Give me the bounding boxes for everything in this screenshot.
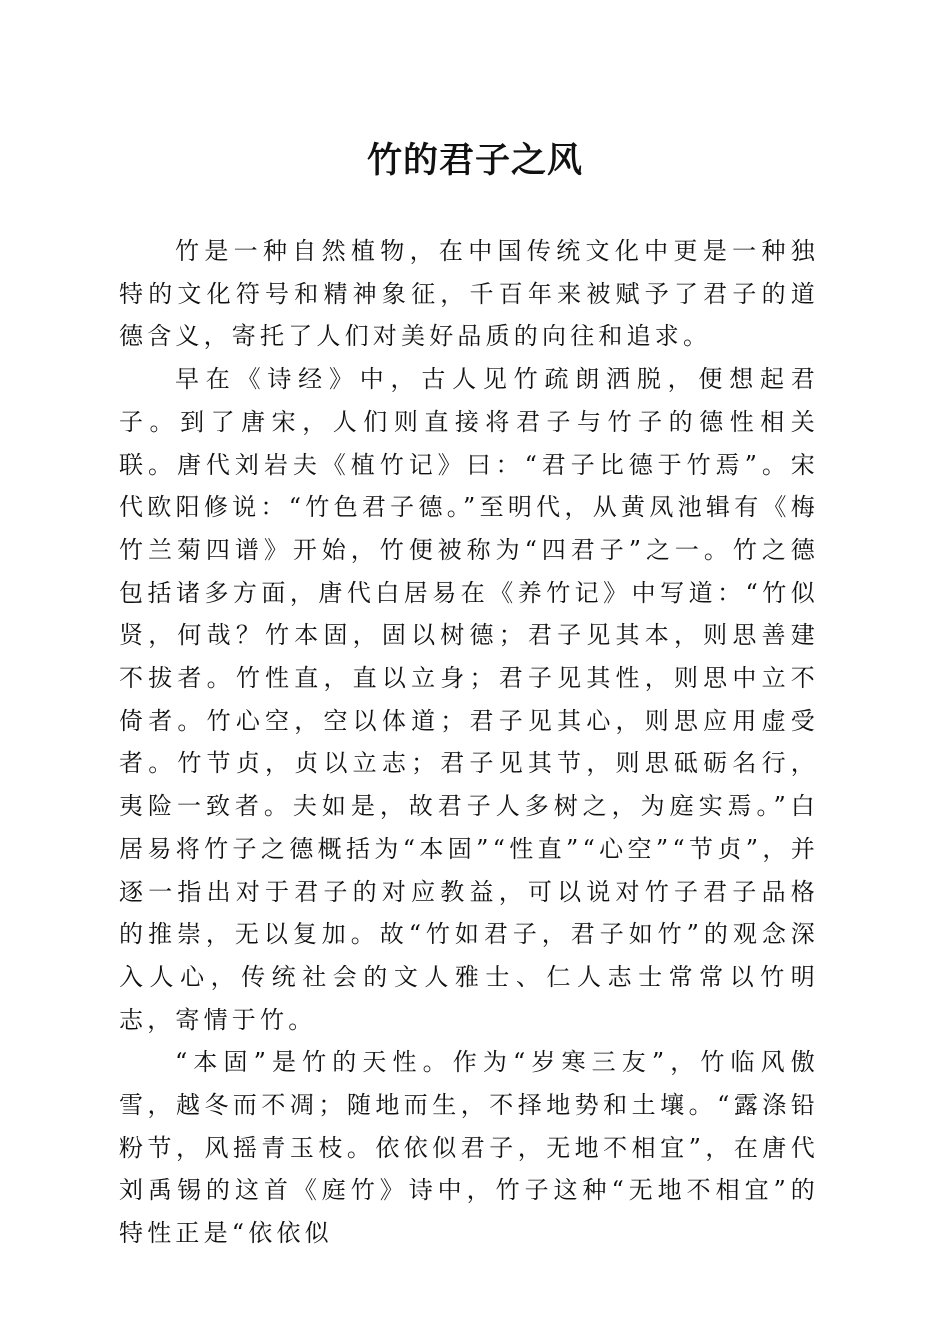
article-body [119, 230, 819, 1255]
paragraph-intro: 竹是一种自然植物，在中国传统文化中更是一种独特的文化符号和精神象征，千百年来被赋予了君子的道德含义，寄托了人们对美好品质的向往和追求。 [119, 237, 819, 351]
paragraph-history: 早在《诗经》中，古人见竹疏朗洒脱，便想起君子。到了唐宋，人们则直接将君子与竹子的德性相关联。唐代刘岩夫《植竹记》曰：“君子比德于竹焉”。宋代欧阳修说：“竹色君子德。”至明代，从黄凤池辑有《梅竹兰菊四谱》开始，竹便被称为“四君子”之一。竹之德包括诸多方面，唐代白居易在《养竹记》中写道：“竹似贤，何哉？竹本固，固以树德；君子见其本，则思善建不拔者。竹性直，直以立身；君子见其性，则思中立不倚者。竹心空，空以体道；君子见其心，则思应用虚受者。竹节贞，贞以立志；君子见其节，则思砥砺名行，夷险一致者。夫如是，故君子人多树之，为庭实焉。”白居易将竹子之德概括为“本固”“性直”“心空”“节贞”，并逐一指出对于君子的对应教益，可以说对竹子君子品格的推崇，无以复加。故“竹如君子，君子如竹”的观念深入人心，传统社会的文人雅士、仁人志士常常以竹明志，寄情于竹。 [119, 365, 819, 1034]
page-title: 竹的君子之风 [366, 140, 583, 181]
paragraph-bengu: “本固”是竹的天性。作为“岁寒三友”，竹临风傲雪，越冬而不凋；随地而生，不择地势和土壤。“露涤铅粉节，风摇青玉枝。依依似君子，无地不相宜”，在唐代刘禹锡的这首《庭竹》诗中，竹子这种“无地不相宜”的特性正是“依依似 [119, 1048, 819, 1248]
